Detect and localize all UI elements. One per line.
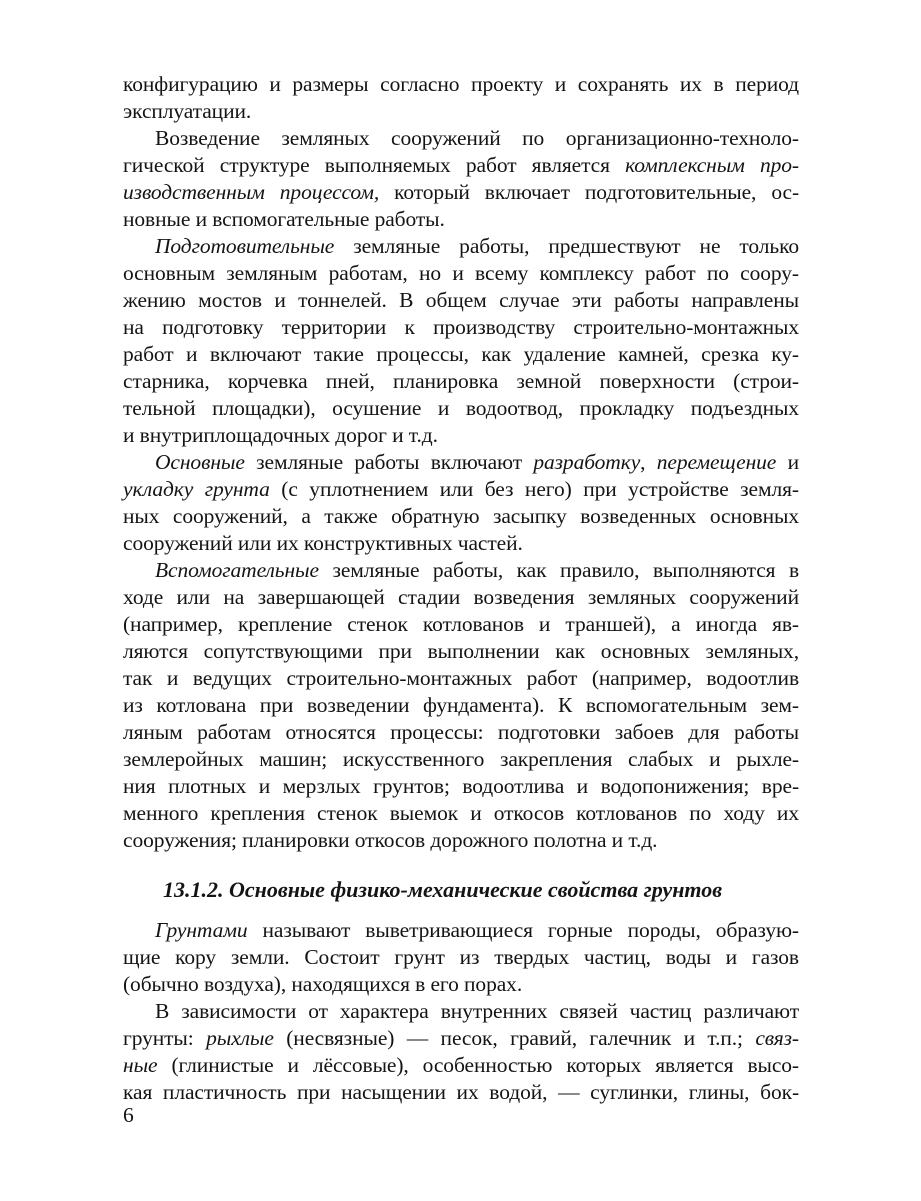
emphasis-text: Подготовительные xyxy=(155,234,335,258)
emphasis-text: связ- xyxy=(755,1026,799,1050)
text-line: ных сооружений, а также обратную засыпку возведенных основных xyxy=(123,504,799,528)
text-line: кая пластичность при насыщении их водой, — суглинки, глины, бок- xyxy=(123,1080,799,1104)
text-span: гической структуре выполняемых работ является xyxy=(123,153,626,177)
paragraph xyxy=(123,917,799,998)
text-line xyxy=(123,557,799,584)
text-span: (с уплотнением или без него) при устройстве земля- xyxy=(269,477,799,501)
paragraph xyxy=(123,125,799,233)
text-line: работ и включают такие процессы, как удаление камней, срезка ку- xyxy=(123,342,799,366)
text-line: ходе или на завершающей стадии возведения земляных сооружений xyxy=(123,585,799,609)
paragraph xyxy=(123,449,799,557)
text-span: земляные работы, предшествуют не только xyxy=(334,234,799,258)
page-number: 6 xyxy=(123,1103,134,1127)
text-span: называют выветривающиеся горные породы, образую- xyxy=(247,918,799,942)
text-line: Возведение земляных сооружений по организационно-техноло- xyxy=(155,126,799,150)
text-line: основным земляным работам, но и всему комплексу работ по соору- xyxy=(123,261,799,285)
text-line xyxy=(123,179,799,206)
text-span: который включает подготовительные, ос- xyxy=(379,180,800,204)
text-line: старника, корчевка пней, планировка земной поверхности (строи- xyxy=(123,369,799,393)
emphasis-text: изводственным процессом, xyxy=(123,180,380,204)
text-line: землеройных машин; искусственного закрепления слабых и рыхле- xyxy=(123,747,799,771)
text-line: ния плотных и мерзлых грунтов; водоотлива и водопонижения; вре- xyxy=(123,774,799,798)
emphasis-text: ные xyxy=(123,1053,158,1077)
text-line: щие кору земли. Состоит грунт из твердых частиц, воды и газов xyxy=(123,945,799,969)
text-line: на подготовку территории к производству строительно-монтажных xyxy=(123,315,799,339)
text-line: эксплуатации. xyxy=(123,99,252,123)
text-line xyxy=(123,1052,799,1079)
text-line: менного крепления стенок выемок и откосов котлованов по ходу их xyxy=(123,801,799,825)
text-line: сооружений или их конструктивных частей. xyxy=(123,531,523,555)
text-line xyxy=(123,449,799,476)
text-span: и xyxy=(776,450,799,474)
text-span: земляные работы включают xyxy=(244,450,534,474)
text-line: В зависимости от характера внутренних связей частиц различают xyxy=(155,999,799,1023)
text-line: конфигурацию и размеры согласно проекту и сохранять их в период xyxy=(123,72,799,96)
emphasis-text: Грунтами xyxy=(155,918,248,942)
text-line xyxy=(123,476,799,503)
text-line xyxy=(123,233,799,260)
emphasis-text: Основные xyxy=(155,450,245,474)
paragraph xyxy=(123,233,799,449)
page-body xyxy=(123,71,799,1106)
text-line: ляются сопутствующими при выполнении как основных земляных, xyxy=(123,639,799,663)
text-span: , xyxy=(640,450,657,474)
text-line: тельной площадки), осушение и водоотвод, прокладку подъездных xyxy=(123,396,799,420)
text-line: жению мостов и тоннелей. В общем случае эти работы направлены xyxy=(123,288,799,312)
text-line: (обычно воздуха), находящихся в его порах. xyxy=(123,972,523,996)
section-heading: 13.1.2. Основные физико-механические свойства грунтов xyxy=(163,877,723,902)
text-span: земляные работы, как правило, выполняются в xyxy=(318,558,799,582)
text-line: новные и вспомогательные работы. xyxy=(123,207,445,231)
text-span: (несвязные) — песок, гравий, галечник и т.п.; xyxy=(273,1026,756,1050)
text-line: (например, крепление стенок котлованов и траншей), а иногда яв- xyxy=(123,612,799,636)
text-span: (глинистые и лёссовые), особенностью которых является высо- xyxy=(157,1053,799,1077)
emphasis-text: перемещение xyxy=(656,450,777,474)
text-line: так и ведущих строительно-монтажных работ (например, водоотлив xyxy=(123,666,799,690)
text-line: ляным работам относятся процессы: подготовки забоев для работы xyxy=(123,720,799,744)
text-line xyxy=(123,917,799,944)
emphasis-text: Вспомогательные xyxy=(155,558,319,582)
text-line: из котлована при возведении фундамента). К вспомогательным зем- xyxy=(123,693,799,717)
emphasis-text: разработку xyxy=(533,450,641,474)
paragraph xyxy=(123,557,799,854)
paragraph xyxy=(123,998,799,1106)
text-line: и внутриплощадочных дорог и т.д. xyxy=(123,423,438,447)
text-line xyxy=(123,152,799,179)
emphasis-text: укладку грунта xyxy=(123,477,270,501)
paragraph xyxy=(123,71,799,125)
text-line xyxy=(123,1025,799,1052)
text-span: грунты: xyxy=(123,1026,207,1050)
emphasis-text: комплексным про- xyxy=(625,153,799,177)
text-line: сооружения; планировки откосов дорожного полотна и т.д. xyxy=(123,828,658,852)
emphasis-text: рыхлые xyxy=(206,1026,274,1050)
